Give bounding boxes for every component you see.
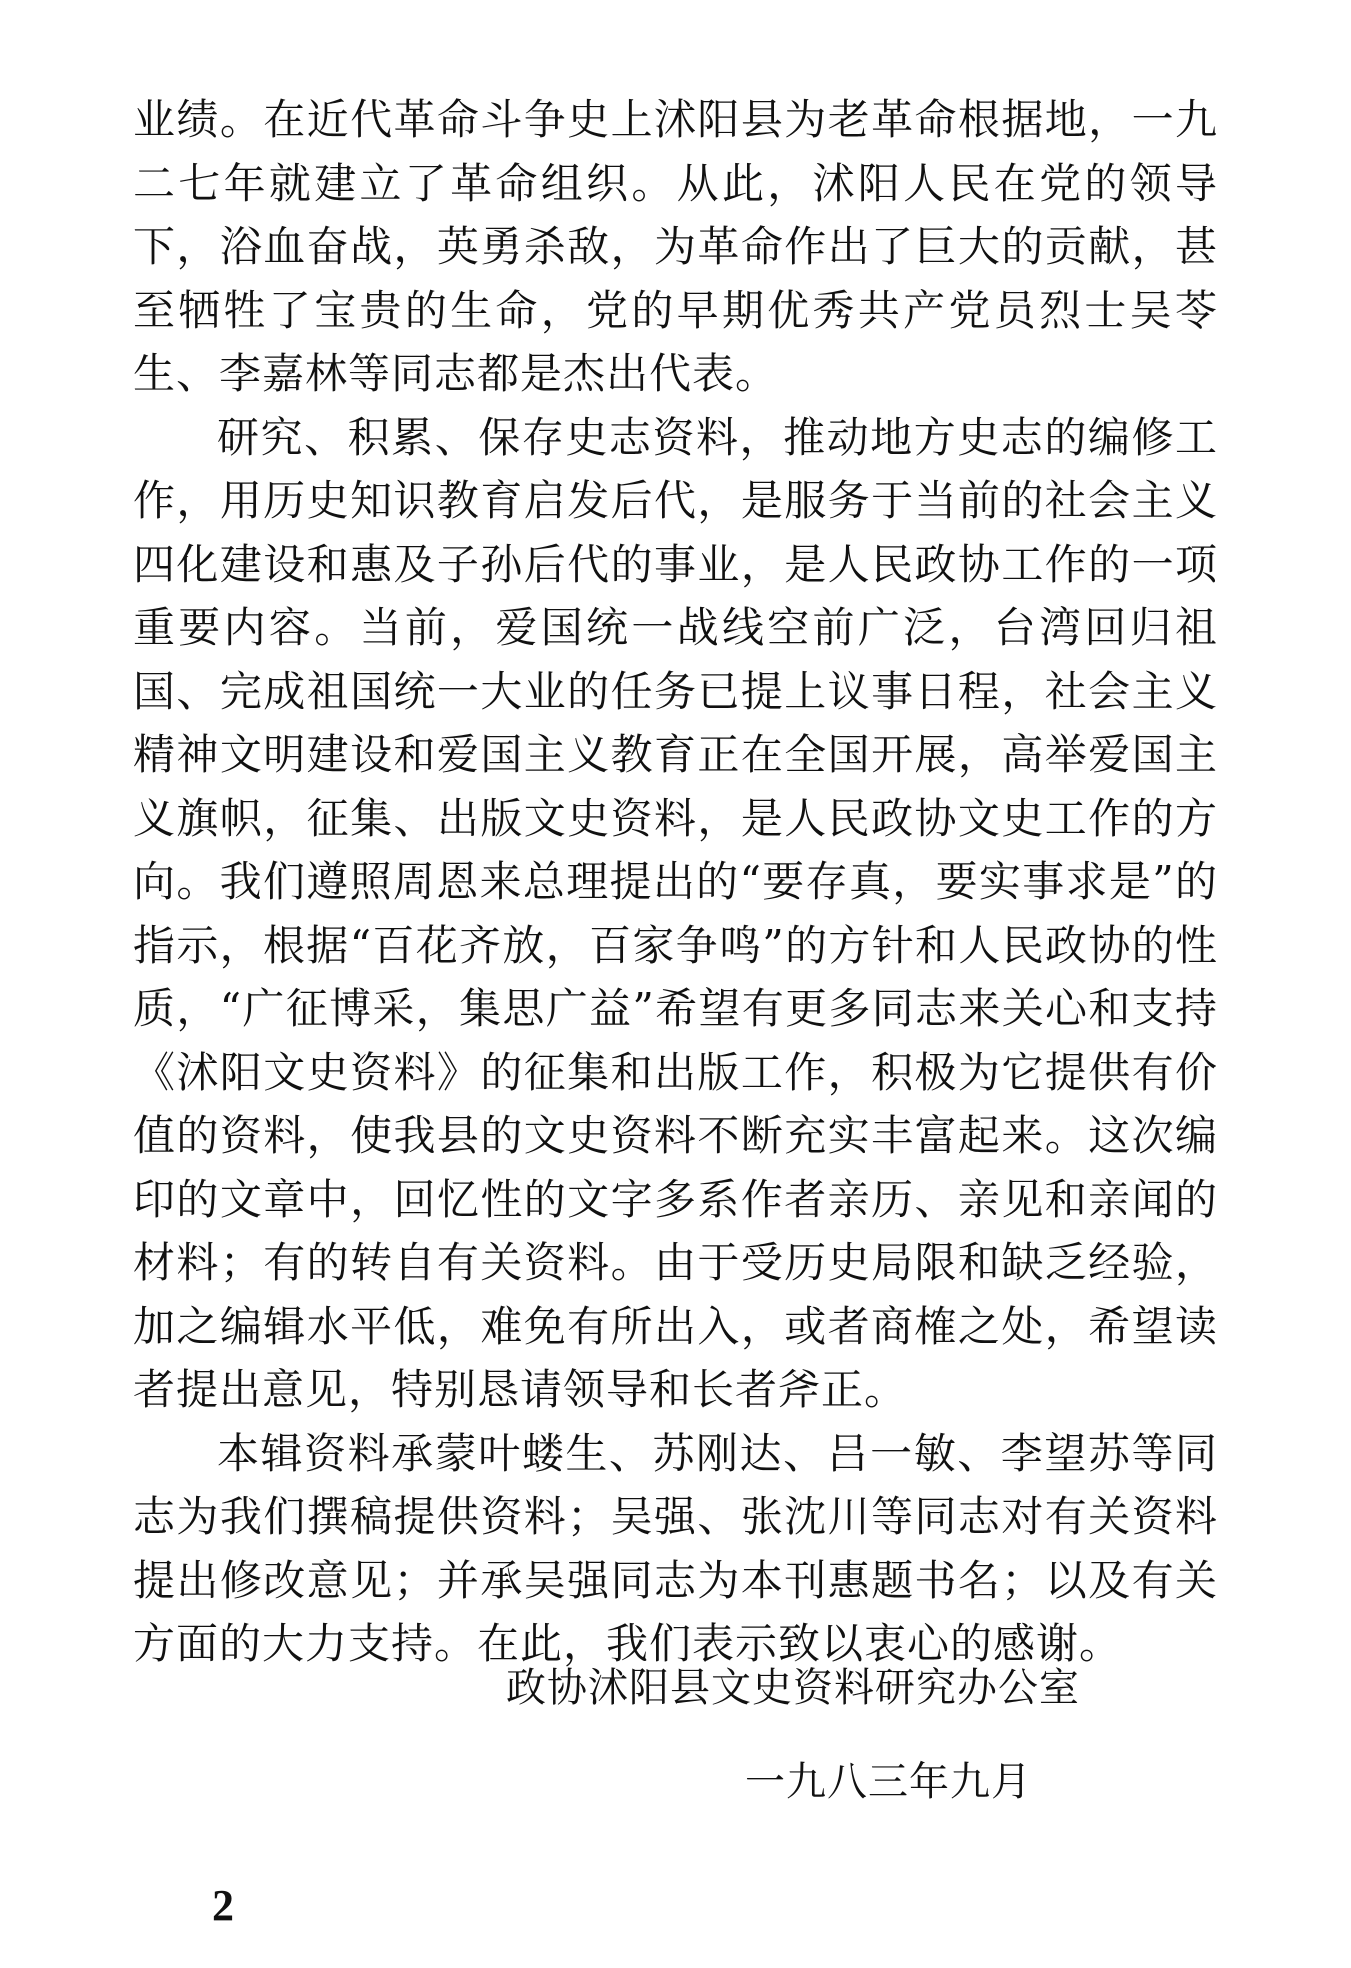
- signature-date: 一九八三年九月: [745, 1759, 1032, 1805]
- paragraph-research: 研究、积累、保存史志资料，推动地方史志的编修工作，用历史知识教育启发后代，是服务于当前的社会主义四化建设和惠及子孙后代的事业，是人民政协工作的一项重要内容。当前，爱国统一战线空前广泛，台湾回归祖国、完成祖国统一大业的任务已提上议事日程，社会主义精神文明建设和爱国主义教育正在全国开展，高举爱国主义旗帜，征集、出版文史资料，是人民政协文史工作的方向。我们遵照周恩来总理提出的“要存真，要实事求是”的指示，根据“百花齐放，百家争鸣”的方针和人民政协的性质，“广征博采，集思广益”希望有更多同志来关心和支持《沭阳文史资料》的征集和出版工作，积极为它提供有价值的资料，使我县的文史资料不断充实丰富起来。这次编印的文章中，回忆性的文字多系作者亲历、亲见和亲闻的材料；有的转自有关资料。由于受历史局限和缺乏经验，加之编辑水平低，难免有所出入，或者商榷之处，希望读者提出意见，特别恳请领导和长者斧正。: [133, 412, 1218, 1414]
- page-number: 2: [212, 1881, 234, 1930]
- signature-office: 政协沭阳县文史资料研究办公室: [506, 1665, 1080, 1711]
- body-text: [133, 88, 1218, 1676]
- paragraph-continuation: 业绩。在近代革命斗争史上沭阳县为老革命根据地，一九二七年就建立了革命组织。从此，沭阳人民在党的领导下，浴血奋战，英勇杀敌，为革命作出了巨大的贡献，甚至牺牲了宝贵的生命，党的早期优秀共产党员烈士吴苓生、李嘉林等同志都是杰出代表。: [133, 95, 1218, 398]
- paragraph-acknowledgements: 本辑资料承蒙叶蝼生、苏刚达、吕一敏、李望苏等同志为我们撰稿提供资料；吴强、张沈川等同志对有关资料提出修改意见；并承吴强同志为本刊惠题书名；以及有关方面的大力支持。在此，我们表示致以衷心的感谢。: [133, 1428, 1218, 1668]
